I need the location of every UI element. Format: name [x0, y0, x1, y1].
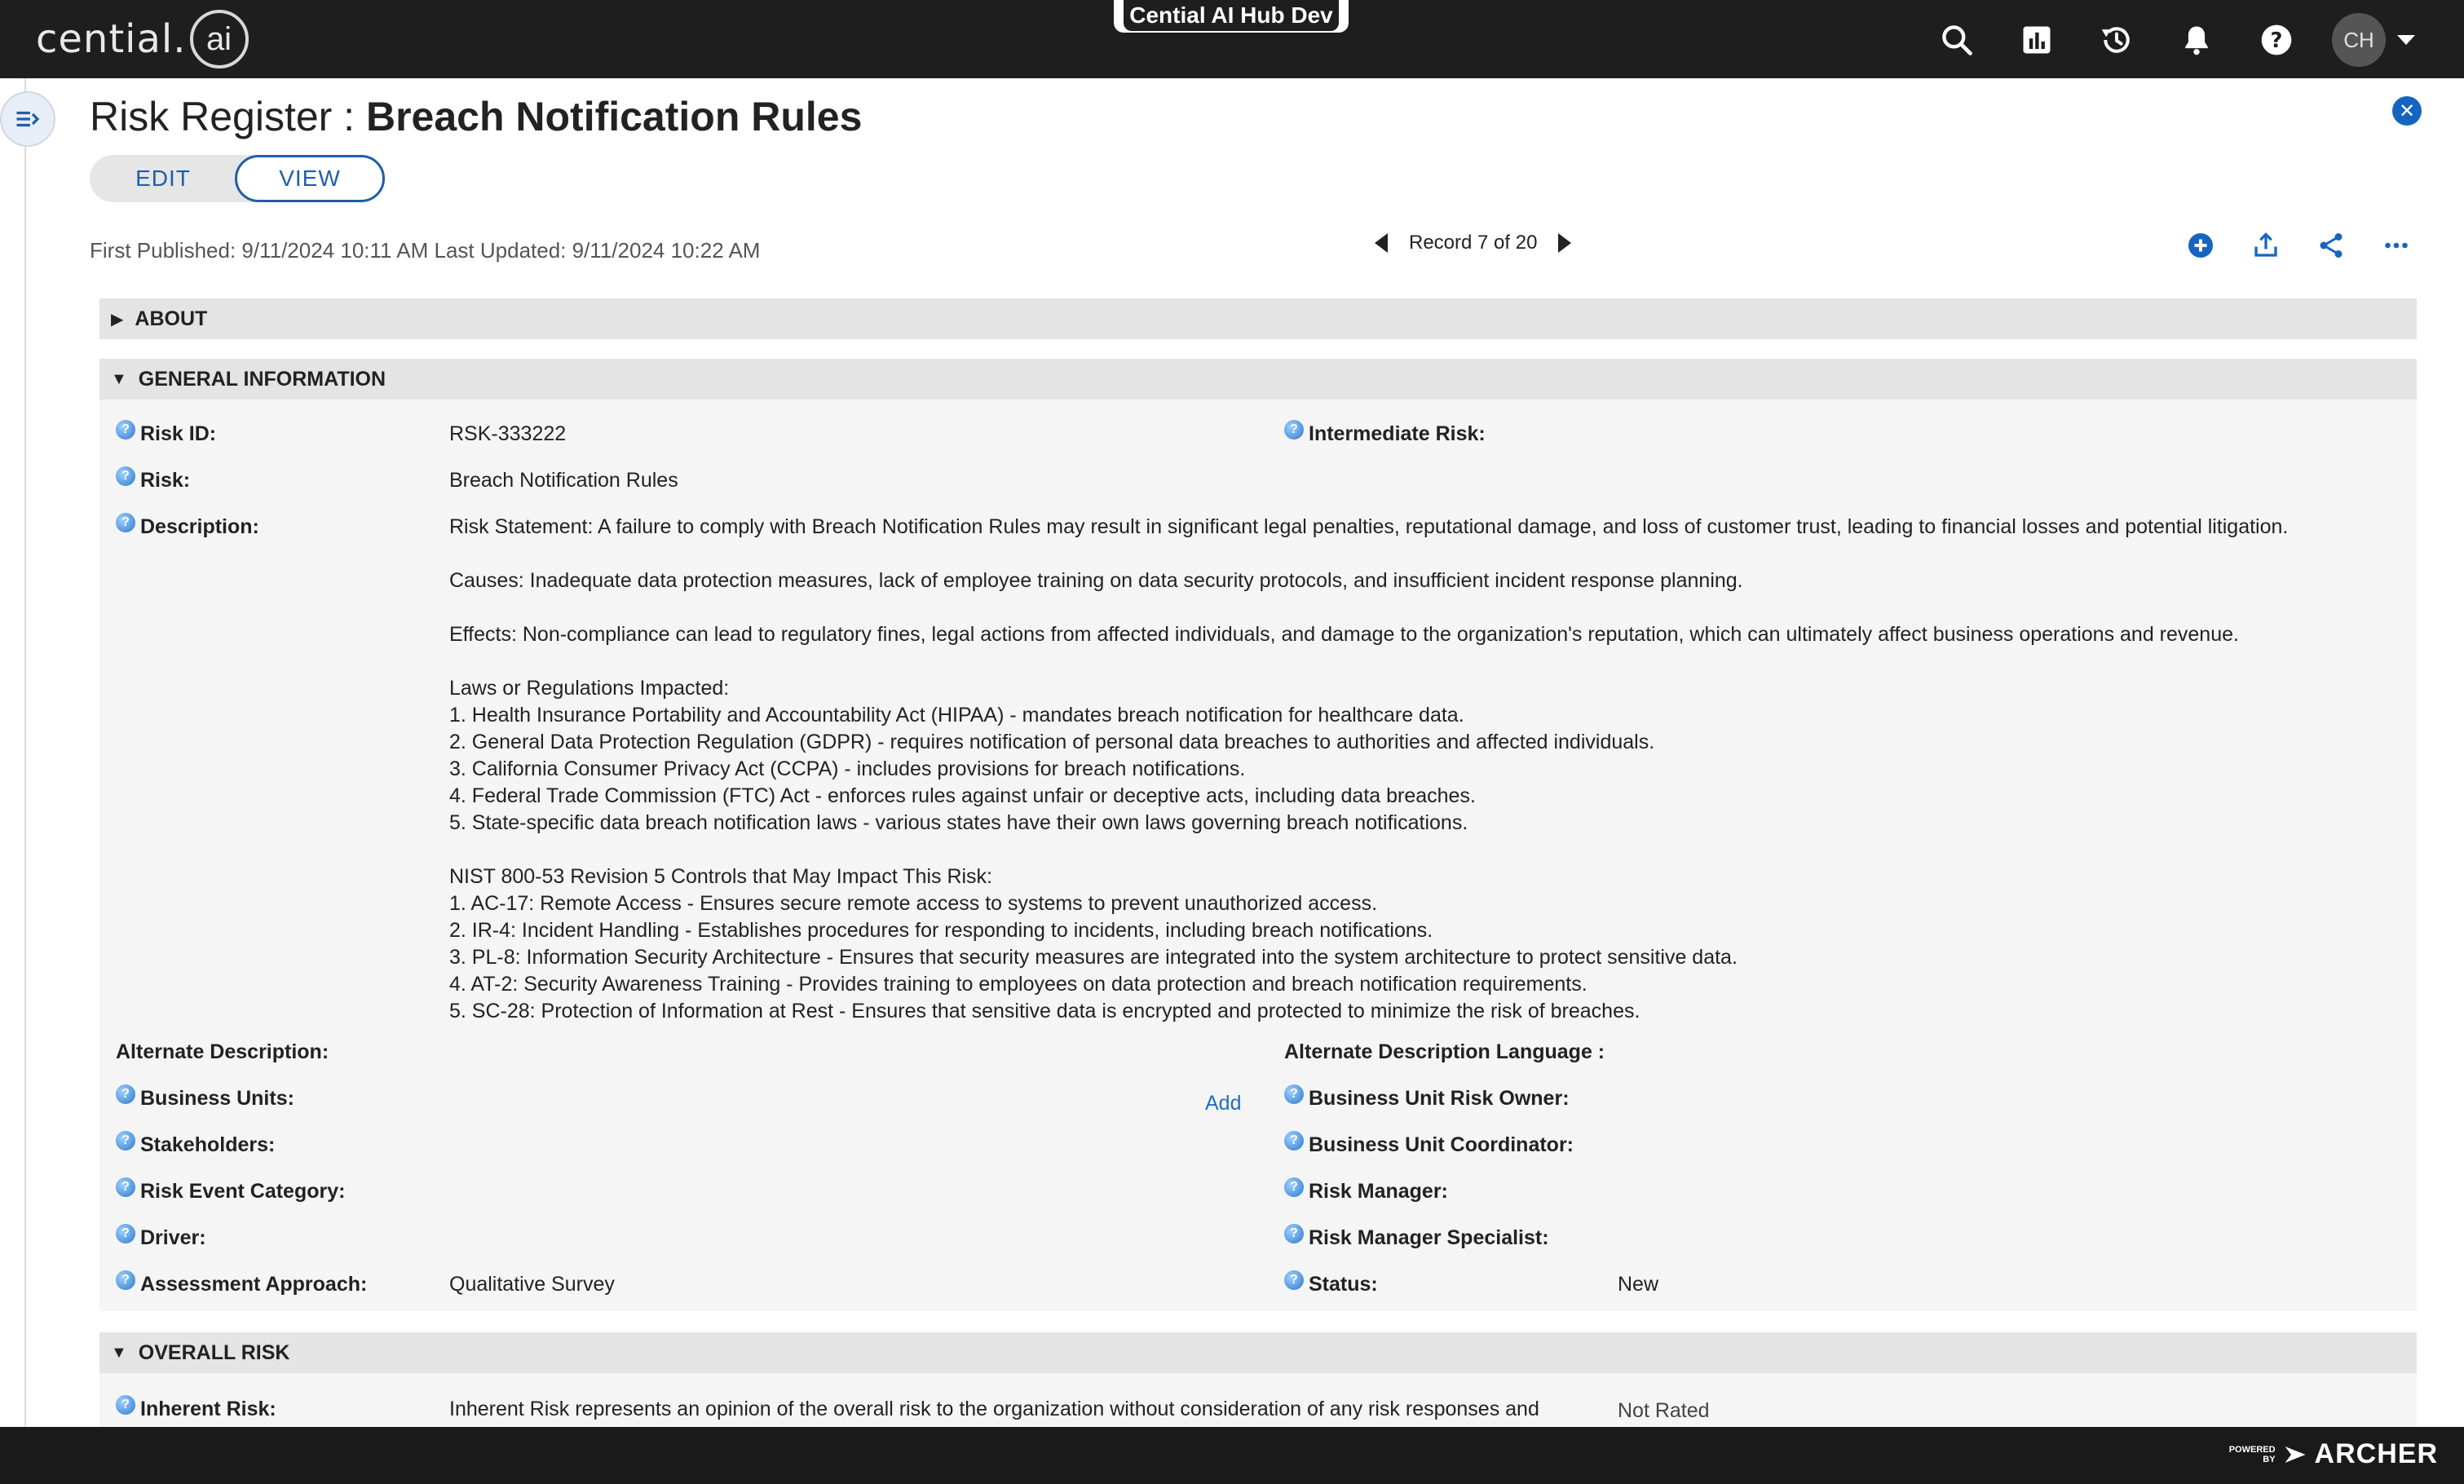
- inherent-risk-description: Inherent Risk represents an opinion of the overall risk to the organization without consideration of any risk responses and: [449, 1398, 1539, 1420]
- record-actions: [2185, 230, 2412, 261]
- svg-text:?: ?: [2270, 29, 2283, 54]
- help-icon[interactable]: ?: [116, 1270, 135, 1290]
- help-icon[interactable]: ?: [116, 1395, 135, 1415]
- page-title: [90, 93, 862, 140]
- alternate-description-label: Alternate Description:: [116, 1040, 329, 1063]
- status-label: ? Status:: [1284, 1273, 1378, 1296]
- add-business-unit-link[interactable]: Add: [1205, 1092, 1242, 1115]
- section-about-title: ABOUT: [135, 307, 208, 330]
- help-icon[interactable]: ?: [116, 1131, 135, 1151]
- driver-label: ? Driver:: [116, 1226, 206, 1250]
- description-line: 5. State-specific data breach notification laws - various states have their own laws governing breach notifications.: [449, 811, 1468, 834]
- collapse-arrow-icon: ▼: [111, 369, 127, 388]
- help-icon[interactable]: [2252, 15, 2301, 64]
- help-icon[interactable]: ?: [116, 513, 135, 532]
- archer-brand: ARCHER: [2314, 1438, 2438, 1469]
- description-line: Causes: Inadequate data protection measures, lack of employee training on data security protocols, and insufficient incident response planning.: [449, 569, 1743, 592]
- environment-tab: [1124, 0, 1339, 31]
- risk-event-category-label: ? Risk Event Category:: [116, 1180, 345, 1204]
- environment-label: Cential AI Hub Dev: [1129, 2, 1333, 28]
- help-icon[interactable]: ?: [116, 1224, 135, 1243]
- help-icon[interactable]: ?: [116, 466, 135, 486]
- help-icon[interactable]: ?: [1284, 1270, 1304, 1290]
- bottom-bar: [0, 1427, 2464, 1484]
- business-unit-risk-owner-label: ? Business Unit Risk Owner:: [1284, 1087, 1570, 1111]
- more-icon[interactable]: [2381, 230, 2412, 261]
- section-overall-risk-header[interactable]: [99, 1332, 2417, 1373]
- description-line: 1. Health Insurance Portability and Accountability Act (HIPAA) - mandates breach notification for healthcare data.: [449, 704, 1464, 727]
- left-rail: [0, 78, 26, 1427]
- expand-arrow-icon: ▶: [111, 310, 124, 329]
- expand-sidebar-icon[interactable]: [0, 91, 55, 147]
- page-title-record: Breach Notification Rules: [365, 94, 863, 139]
- top-toolbar: [1932, 13, 2415, 67]
- description-line: 2. General Data Protection Regulation (GDPR) - requires notification of personal data breaches to authorities and affected individuals.: [449, 731, 1655, 753]
- description-line: 5. SC-28: Protection of Information at Rest - Ensures that sensitive data is encrypted and protected to minimize the risk of breaches.: [449, 1000, 1640, 1022]
- publish-metadata: First Published: 9/11/2024 10:11 AM Last Updated: 9/11/2024 10:22 AM: [90, 238, 761, 263]
- inherent-risk-rating: Not Rated: [1618, 1399, 1710, 1422]
- help-icon[interactable]: ?: [116, 420, 135, 439]
- section-general-header[interactable]: [99, 359, 2417, 400]
- description-line: 3. PL-8: Information Security Architecture - Ensures that security measures are integrated into the system architecture to protect sensitive data.: [449, 946, 1738, 969]
- archer-mark-icon: [2282, 1442, 2308, 1467]
- business-units-label: ? Business Units:: [116, 1087, 294, 1111]
- risk-manager-specialist-label: ? Risk Manager Specialist:: [1284, 1226, 1549, 1250]
- status-value: New: [1618, 1273, 1659, 1296]
- user-avatar[interactable]: CH: [2332, 13, 2386, 67]
- description-line: Effects: Non-compliance can lead to regulatory fines, legal actions from affected individuals, and damage to the organization's reputation, which can ultimately affect business operations and revenue.: [449, 623, 2239, 646]
- powered-by-archer-logo: [2219, 1438, 2438, 1470]
- page-title-prefix: Risk Register :: [90, 94, 366, 139]
- assessment-approach-value: Qualitative Survey: [449, 1273, 615, 1296]
- intermediate-risk-label: ? Intermediate Risk:: [1284, 422, 1486, 446]
- share-icon[interactable]: [2316, 230, 2347, 261]
- history-icon[interactable]: [2092, 15, 2141, 64]
- assessment-approach-label: ? Assessment Approach:: [116, 1273, 367, 1296]
- previous-record-icon[interactable]: [1375, 233, 1388, 253]
- next-record-icon[interactable]: [1558, 233, 1571, 253]
- collapse-arrow-icon: ▼: [111, 1343, 127, 1362]
- business-unit-coordinator-label: ? Business Unit Coordinator:: [1284, 1133, 1574, 1157]
- export-icon[interactable]: [2250, 230, 2281, 261]
- top-bar: [0, 0, 2464, 78]
- reports-icon[interactable]: [2012, 15, 2061, 64]
- section-general-title: GENERAL INFORMATION: [138, 367, 386, 391]
- search-icon[interactable]: [1932, 15, 1981, 64]
- risk-manager-label: ? Risk Manager:: [1284, 1180, 1448, 1204]
- help-icon[interactable]: ?: [116, 1084, 135, 1104]
- description-line: NIST 800-53 Revision 5 Controls that May Impact This Risk:: [449, 865, 993, 888]
- edit-button[interactable]: EDIT: [135, 166, 191, 191]
- cential-logo[interactable]: [36, 7, 249, 72]
- record-position: Record 7 of 20: [1409, 232, 1538, 254]
- description-label: ? Description:: [116, 515, 259, 539]
- stakeholders-label: ? Stakeholders:: [116, 1133, 275, 1157]
- alternate-description-language-label: Alternate Description Language :: [1284, 1040, 1605, 1063]
- help-icon[interactable]: ?: [1284, 1177, 1304, 1197]
- bell-icon[interactable]: [2172, 15, 2221, 64]
- section-about-header[interactable]: [99, 298, 2417, 339]
- help-icon[interactable]: ?: [1284, 1084, 1304, 1104]
- logo-ai-badge: ai: [190, 10, 249, 68]
- risk-id-label: ? Risk ID:: [116, 422, 216, 446]
- description-line: Risk Statement: A failure to comply with Breach Notification Rules may result in significant legal penalties, reputational damage, and loss of customer trust, leading to financial losses and potential litigation.: [449, 515, 2289, 538]
- description-line: 2. IR-4: Incident Handling - Establishes procedures for responding to incidents, including breach notifications.: [449, 919, 1433, 942]
- view-button[interactable]: VIEW: [235, 155, 385, 202]
- add-icon[interactable]: [2185, 230, 2216, 261]
- section-overall-risk-title: OVERALL RISK: [138, 1340, 290, 1364]
- logo-text: cential.: [36, 16, 187, 62]
- risk-value: Breach Notification Rules: [449, 469, 678, 492]
- description-line: 4. AT-2: Security Awareness Training - Provides training to employees on data protection and breach notification requirements.: [449, 973, 1587, 996]
- powered-by-label: POWERED BY: [2228, 1444, 2276, 1464]
- help-icon[interactable]: ?: [1284, 1224, 1304, 1243]
- user-menu-chevron-down-icon[interactable]: [2397, 35, 2415, 45]
- risk-label: ? Risk:: [116, 469, 190, 492]
- description-line: 1. AC-17: Remote Access - Ensures secure remote access to systems to prevent unauthorized access.: [449, 892, 1378, 915]
- help-icon[interactable]: ?: [1284, 420, 1304, 439]
- help-icon[interactable]: ?: [116, 1177, 135, 1197]
- close-icon[interactable]: ✕: [2392, 96, 2422, 126]
- risk-id-value: RSK-333222: [449, 422, 567, 445]
- help-icon[interactable]: ?: [1284, 1131, 1304, 1151]
- inherent-risk-label: ? Inherent Risk:: [116, 1398, 276, 1421]
- description-line: Laws or Regulations Impacted:: [449, 677, 730, 700]
- mode-toggle: [90, 155, 385, 202]
- record-navigator: [1375, 232, 1571, 254]
- description-line: 3. California Consumer Privacy Act (CCPA) - includes provisions for breach notifications.: [449, 757, 1246, 780]
- description-line: 4. Federal Trade Commission (FTC) Act - enforces rules against unfair or deceptive acts, including data breaches.: [449, 784, 1476, 807]
